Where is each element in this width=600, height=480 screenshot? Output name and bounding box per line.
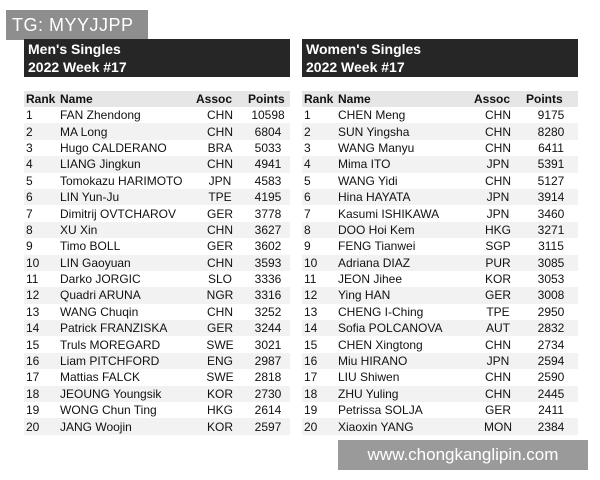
assoc-header: Assoc xyxy=(194,91,246,107)
table-row xyxy=(302,304,578,320)
table-row xyxy=(24,156,290,172)
rank-cell: 12 xyxy=(24,287,58,303)
player-name-cell: Liam PITCHFORD xyxy=(58,353,194,369)
table-row xyxy=(24,402,290,418)
table-row xyxy=(24,271,290,287)
points-cell: 8280 xyxy=(524,123,578,139)
points-cell: 3115 xyxy=(524,238,578,254)
assoc-cell: CHN xyxy=(194,156,246,172)
table-header-row xyxy=(302,91,578,107)
assoc-cell: JPN xyxy=(472,156,524,172)
player-name-cell: Petrissa SOLJA xyxy=(336,402,472,418)
table-row xyxy=(24,205,290,221)
points-cell: 4941 xyxy=(246,156,290,172)
table-row xyxy=(302,386,578,402)
name-header: Name xyxy=(336,91,472,107)
rank-cell: 12 xyxy=(302,287,336,303)
assoc-cell: GER xyxy=(472,402,524,418)
table-row xyxy=(302,189,578,205)
table-row xyxy=(302,255,578,271)
table-row xyxy=(24,287,290,303)
assoc-cell: AUT xyxy=(472,320,524,336)
points-cell: 2384 xyxy=(524,418,578,434)
player-name-cell: JEON Jihee xyxy=(336,271,472,287)
player-name-cell: JANG Woojin xyxy=(58,418,194,434)
rank-cell: 5 xyxy=(302,173,336,189)
rank-cell: 8 xyxy=(24,222,58,238)
player-name-cell: Hina HAYATA xyxy=(336,189,472,205)
points-cell: 3053 xyxy=(524,271,578,287)
table-row xyxy=(302,123,578,139)
name-header: Name xyxy=(58,91,194,107)
player-name-cell: MA Long xyxy=(58,123,194,139)
table-row xyxy=(24,107,290,123)
womens-title: Women's Singles xyxy=(306,41,422,57)
assoc-cell: MON xyxy=(472,418,524,434)
rank-cell: 18 xyxy=(24,386,58,402)
player-name-cell: FENG Tianwei xyxy=(336,238,472,254)
player-name-cell: Patrick FRANZISKA xyxy=(58,320,194,336)
assoc-cell: CHN xyxy=(472,140,524,156)
table-row xyxy=(24,189,290,205)
player-name-cell: Ying HAN xyxy=(336,287,472,303)
points-header: Points xyxy=(246,91,290,107)
player-name-cell: Truls MOREGARD xyxy=(58,336,194,352)
rank-cell: 2 xyxy=(24,123,58,139)
table-row xyxy=(24,222,290,238)
table-row xyxy=(24,123,290,139)
rank-cell: 1 xyxy=(302,107,336,123)
table-row xyxy=(302,238,578,254)
assoc-cell: ENG xyxy=(194,353,246,369)
player-name-cell: WANG Manyu xyxy=(336,140,472,156)
player-name-cell: Hugo CALDERANO xyxy=(58,140,194,156)
assoc-cell: PUR xyxy=(472,255,524,271)
rank-header: Rank xyxy=(24,91,58,107)
points-cell: 2987 xyxy=(246,353,290,369)
assoc-cell: JPN xyxy=(472,205,524,221)
assoc-cell: CHN xyxy=(194,304,246,320)
rank-cell: 19 xyxy=(302,402,336,418)
mens-header xyxy=(24,39,290,77)
points-cell: 2730 xyxy=(246,386,290,402)
rank-cell: 7 xyxy=(302,205,336,221)
table-row xyxy=(302,222,578,238)
assoc-cell: GER xyxy=(194,205,246,221)
player-name-cell: FAN Zhendong xyxy=(58,107,194,123)
points-cell: 2832 xyxy=(524,320,578,336)
rank-cell: 16 xyxy=(302,353,336,369)
table-row xyxy=(24,304,290,320)
rank-header: Rank xyxy=(302,91,336,107)
table-row xyxy=(24,369,290,385)
assoc-cell: BRA xyxy=(194,140,246,156)
table-row xyxy=(302,353,578,369)
points-cell: 2950 xyxy=(524,304,578,320)
table-row xyxy=(302,418,578,434)
table-row xyxy=(302,369,578,385)
player-name-cell: Xiaoxin YANG xyxy=(336,418,472,434)
points-cell: 5033 xyxy=(246,140,290,156)
table-row xyxy=(24,353,290,369)
rank-cell: 14 xyxy=(302,320,336,336)
table-row xyxy=(302,205,578,221)
player-name-cell: LIU Shiwen xyxy=(336,369,472,385)
rank-cell: 3 xyxy=(302,140,336,156)
table-row xyxy=(302,173,578,189)
rank-cell: 7 xyxy=(24,205,58,221)
player-name-cell: Darko JORGIC xyxy=(58,271,194,287)
points-cell: 2614 xyxy=(246,402,290,418)
points-cell: 3021 xyxy=(246,336,290,352)
table-row xyxy=(302,156,578,172)
assoc-cell: SGP xyxy=(472,238,524,254)
rank-cell: 15 xyxy=(302,336,336,352)
points-cell: 3252 xyxy=(246,304,290,320)
womens-header xyxy=(302,39,578,77)
points-cell: 2818 xyxy=(246,369,290,385)
assoc-cell: CHN xyxy=(472,386,524,402)
rank-cell: 13 xyxy=(302,304,336,320)
points-cell: 3271 xyxy=(524,222,578,238)
assoc-cell: JPN xyxy=(472,353,524,369)
rank-cell: 18 xyxy=(302,386,336,402)
points-cell: 3085 xyxy=(524,255,578,271)
player-name-cell: LIANG Jingkun xyxy=(58,156,194,172)
player-name-cell: Mattias FALCK xyxy=(58,369,194,385)
points-cell: 2445 xyxy=(524,386,578,402)
assoc-cell: CHN xyxy=(194,107,246,123)
assoc-cell: CHN xyxy=(194,255,246,271)
assoc-cell: CHN xyxy=(194,123,246,139)
rank-cell: 17 xyxy=(24,369,58,385)
rank-cell: 14 xyxy=(24,320,58,336)
player-name-cell: Kasumi ISHIKAWA xyxy=(336,205,472,221)
points-cell: 3460 xyxy=(524,205,578,221)
table-row xyxy=(24,386,290,402)
rank-cell: 3 xyxy=(24,140,58,156)
mens-singles-panel xyxy=(24,39,290,435)
player-name-cell: Mima ITO xyxy=(336,156,472,172)
rank-cell: 9 xyxy=(24,238,58,254)
player-name-cell: WONG Chun Ting xyxy=(58,402,194,418)
website-watermark: www.chongkanglipin.com xyxy=(338,440,588,470)
points-cell: 6411 xyxy=(524,140,578,156)
player-name-cell: CHEN Xingtong xyxy=(336,336,472,352)
table-row xyxy=(24,255,290,271)
assoc-cell: JPN xyxy=(194,173,246,189)
player-name-cell: Dimitrij OVTCHAROV xyxy=(58,205,194,221)
assoc-cell: CHN xyxy=(472,107,524,123)
mens-week: 2022 Week #17 xyxy=(28,59,127,75)
player-name-cell: XU Xin xyxy=(58,222,194,238)
mens-title: Men's Singles xyxy=(28,41,121,57)
rank-cell: 17 xyxy=(302,369,336,385)
table-row xyxy=(24,140,290,156)
assoc-cell: SWE xyxy=(194,369,246,385)
player-name-cell: Miu HIRANO xyxy=(336,353,472,369)
points-cell: 10598 xyxy=(246,107,290,123)
rank-cell: 9 xyxy=(302,238,336,254)
assoc-cell: NGR xyxy=(194,287,246,303)
rank-cell: 16 xyxy=(24,353,58,369)
assoc-cell: TPE xyxy=(194,189,246,205)
points-header: Points xyxy=(524,91,578,107)
player-name-cell: Quadri ARUNA xyxy=(58,287,194,303)
assoc-cell: GER xyxy=(194,238,246,254)
player-name-cell: CHENG I-Ching xyxy=(336,304,472,320)
rank-cell: 11 xyxy=(302,271,336,287)
rank-cell: 20 xyxy=(24,418,58,434)
player-name-cell: Adriana DIAZ xyxy=(336,255,472,271)
rank-cell: 2 xyxy=(302,123,336,139)
rank-cell: 19 xyxy=(24,402,58,418)
assoc-cell: KOR xyxy=(194,386,246,402)
tg-watermark: TG: MYYJJPP xyxy=(6,10,148,40)
player-name-cell: CHEN Meng xyxy=(336,107,472,123)
points-cell: 5127 xyxy=(524,173,578,189)
rank-cell: 6 xyxy=(24,189,58,205)
points-cell: 4195 xyxy=(246,189,290,205)
assoc-cell: JPN xyxy=(472,189,524,205)
rank-cell: 1 xyxy=(24,107,58,123)
assoc-cell: GER xyxy=(472,287,524,303)
table-header-row xyxy=(24,91,290,107)
points-cell: 3627 xyxy=(246,222,290,238)
points-cell: 5391 xyxy=(524,156,578,172)
rank-cell: 10 xyxy=(24,255,58,271)
points-cell: 2597 xyxy=(246,418,290,434)
player-name-cell: WANG Chuqin xyxy=(58,304,194,320)
points-cell: 3602 xyxy=(246,238,290,254)
assoc-cell: CHN xyxy=(472,173,524,189)
rank-cell: 4 xyxy=(302,156,336,172)
points-cell: 3593 xyxy=(246,255,290,271)
rank-cell: 4 xyxy=(24,156,58,172)
table-row xyxy=(302,287,578,303)
table-row xyxy=(302,271,578,287)
points-cell: 2590 xyxy=(524,369,578,385)
assoc-header: Assoc xyxy=(472,91,524,107)
assoc-cell: GER xyxy=(194,320,246,336)
player-name-cell: JEOUNG Youngsik xyxy=(58,386,194,402)
assoc-cell: HKG xyxy=(472,222,524,238)
assoc-cell: CHN xyxy=(472,123,524,139)
rank-cell: 11 xyxy=(24,271,58,287)
player-name-cell: SUN Yingsha xyxy=(336,123,472,139)
table-row xyxy=(302,140,578,156)
assoc-cell: CHN xyxy=(472,369,524,385)
table-row xyxy=(302,320,578,336)
rank-cell: 13 xyxy=(24,304,58,320)
player-name-cell: LIN Gaoyuan xyxy=(58,255,194,271)
player-name-cell: Tomokazu HARIMOTO xyxy=(58,173,194,189)
assoc-cell: SWE xyxy=(194,336,246,352)
player-name-cell: ZHU Yuling xyxy=(336,386,472,402)
womens-ranking-table xyxy=(302,91,578,435)
assoc-cell: TPE xyxy=(472,304,524,320)
points-cell: 3316 xyxy=(246,287,290,303)
table-row xyxy=(24,173,290,189)
player-name-cell: Timo BOLL xyxy=(58,238,194,254)
points-cell: 6804 xyxy=(246,123,290,139)
player-name-cell: WANG Yidi xyxy=(336,173,472,189)
assoc-cell: CHN xyxy=(194,222,246,238)
points-cell: 2594 xyxy=(524,353,578,369)
table-row xyxy=(302,107,578,123)
table-row xyxy=(302,402,578,418)
assoc-cell: KOR xyxy=(194,418,246,434)
womens-week: 2022 Week #17 xyxy=(306,59,405,75)
player-name-cell: DOO Hoi Kem xyxy=(336,222,472,238)
points-cell: 3008 xyxy=(524,287,578,303)
table-row xyxy=(24,320,290,336)
table-row xyxy=(24,336,290,352)
table-row xyxy=(302,336,578,352)
rank-cell: 15 xyxy=(24,336,58,352)
womens-singles-panel xyxy=(302,39,578,435)
assoc-cell: HKG xyxy=(194,402,246,418)
assoc-cell: SLO xyxy=(194,271,246,287)
points-cell: 3244 xyxy=(246,320,290,336)
points-cell: 9175 xyxy=(524,107,578,123)
table-row xyxy=(24,418,290,434)
points-cell: 3336 xyxy=(246,271,290,287)
points-cell: 3778 xyxy=(246,205,290,221)
points-cell: 4583 xyxy=(246,173,290,189)
assoc-cell: KOR xyxy=(472,271,524,287)
player-name-cell: Sofia POLCANOVA xyxy=(336,320,472,336)
mens-ranking-table xyxy=(24,91,290,435)
rank-cell: 5 xyxy=(24,173,58,189)
rank-cell: 6 xyxy=(302,189,336,205)
points-cell: 3914 xyxy=(524,189,578,205)
rank-cell: 10 xyxy=(302,255,336,271)
assoc-cell: CHN xyxy=(472,336,524,352)
points-cell: 2411 xyxy=(524,402,578,418)
rank-cell: 20 xyxy=(302,418,336,434)
player-name-cell: LIN Yun-Ju xyxy=(58,189,194,205)
table-row xyxy=(24,238,290,254)
rank-cell: 8 xyxy=(302,222,336,238)
points-cell: 2734 xyxy=(524,336,578,352)
